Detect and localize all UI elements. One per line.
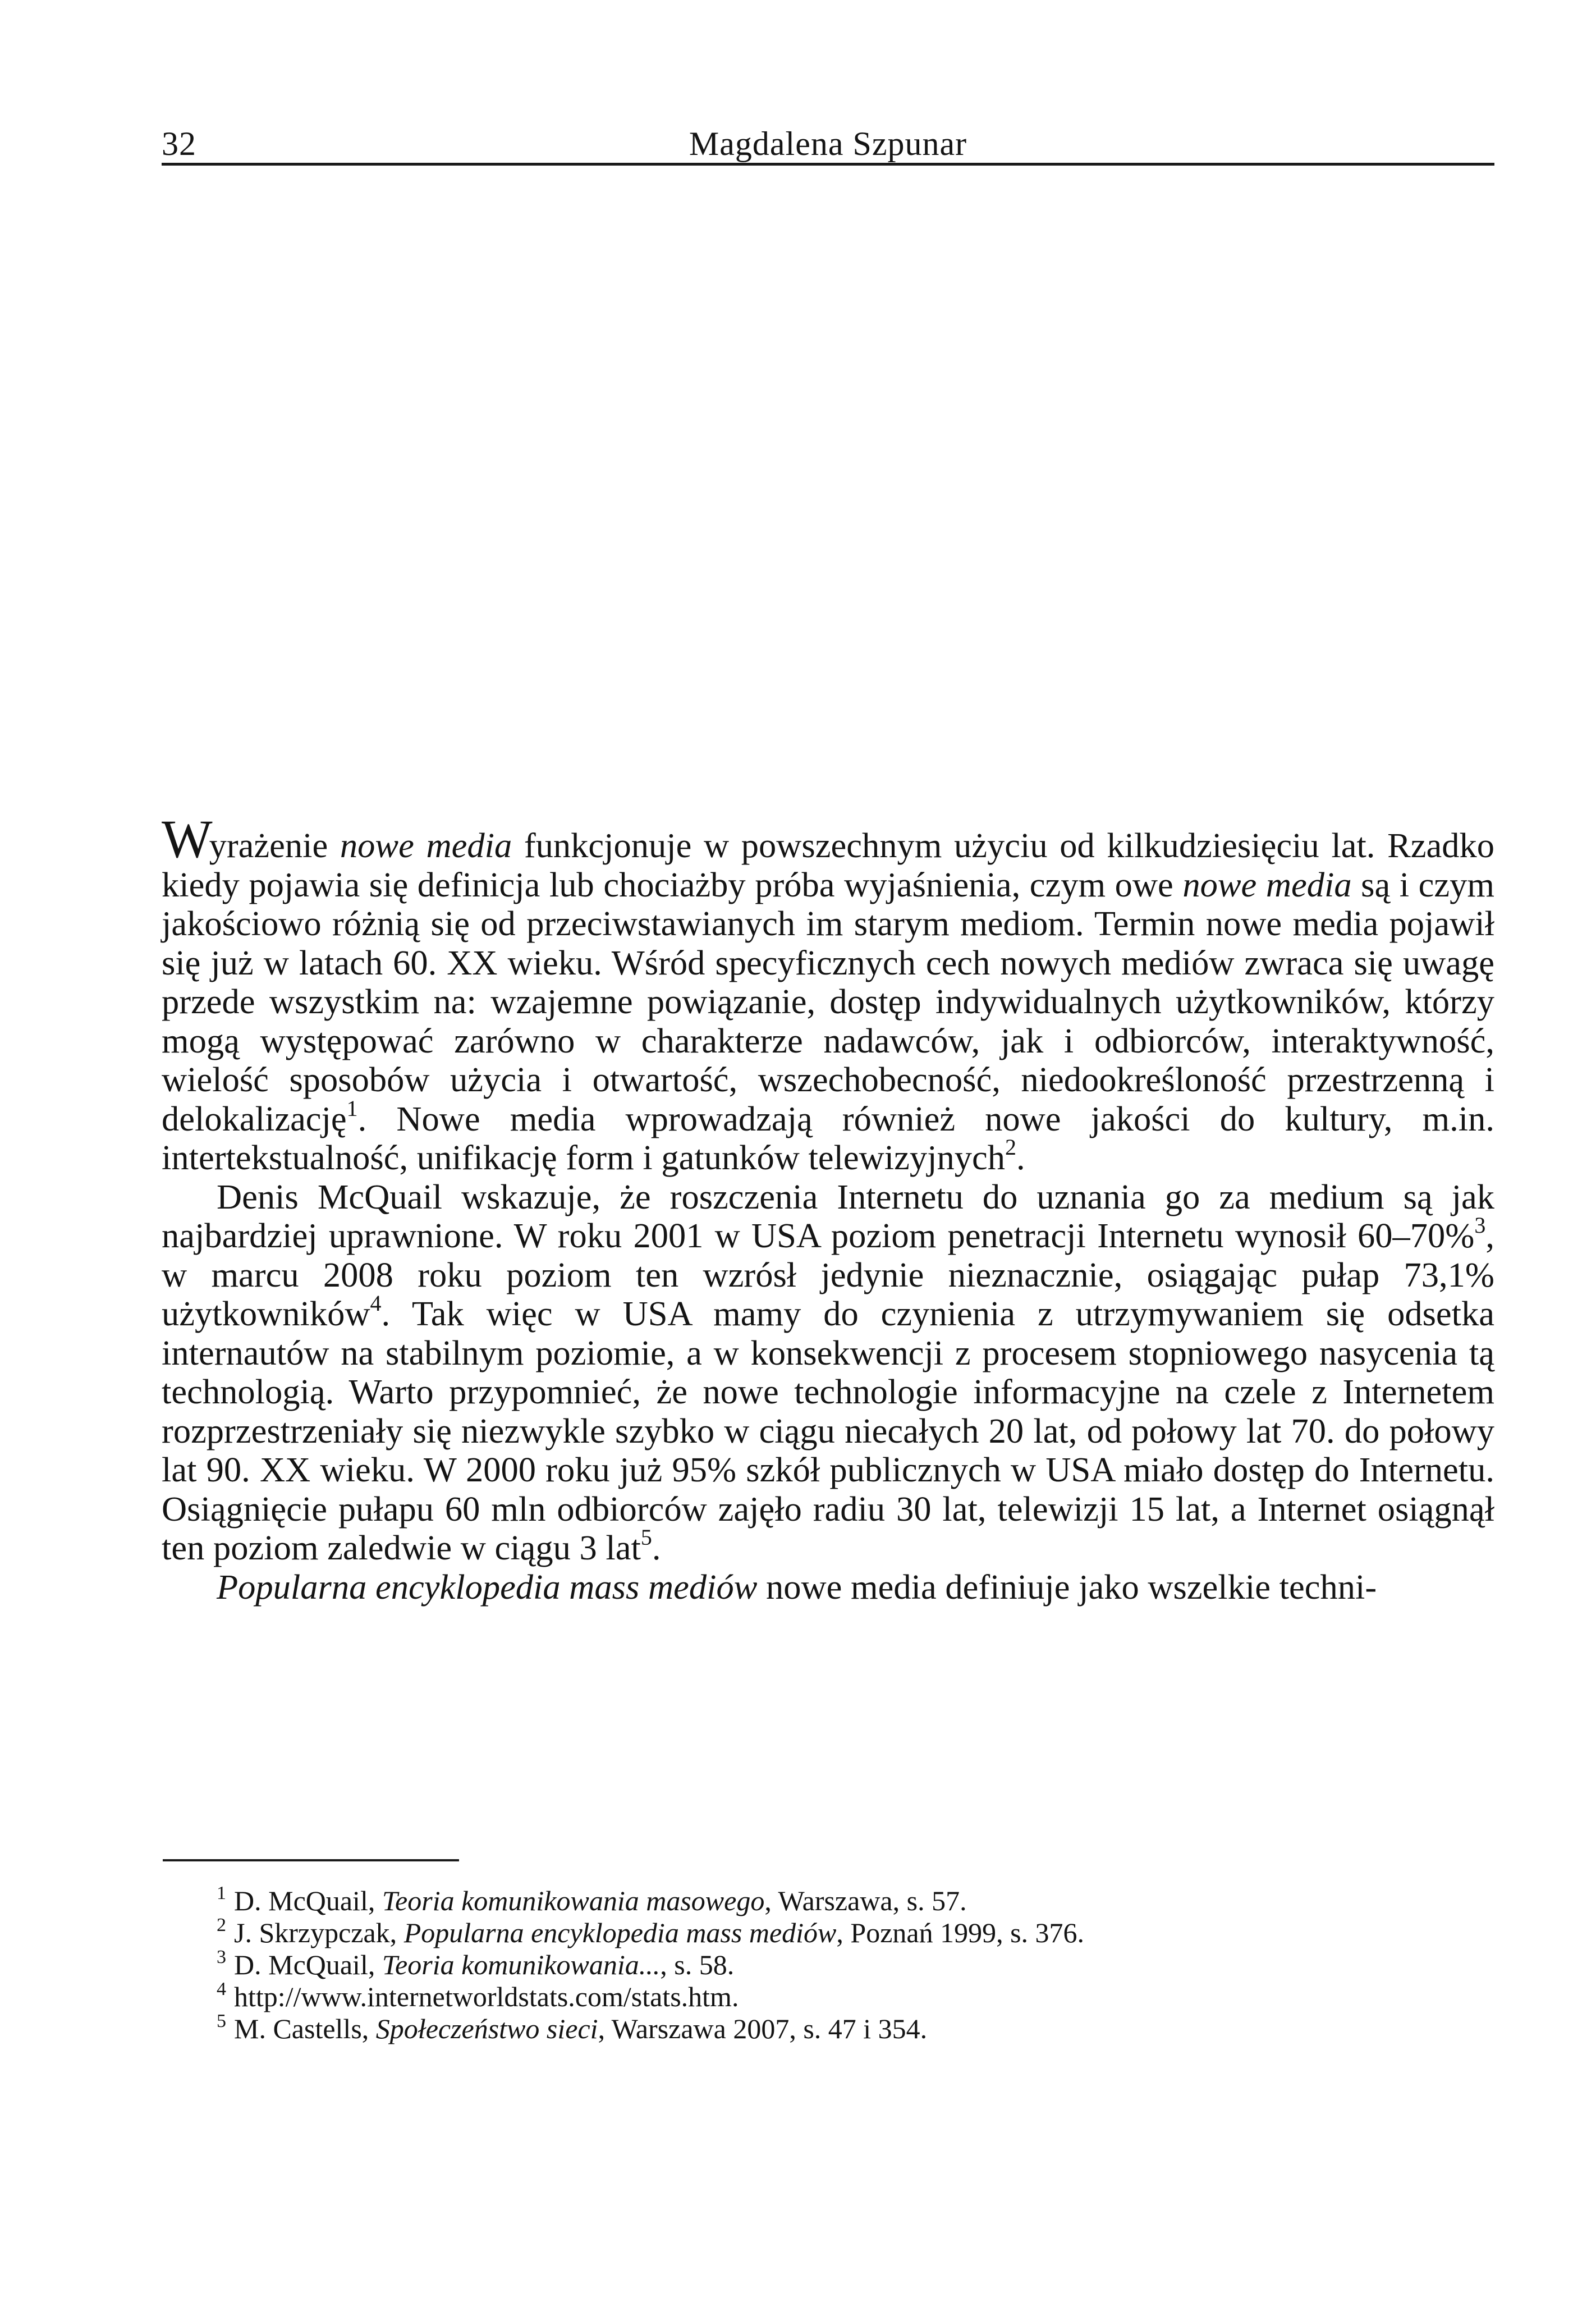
footnote-text: J. Skrzypczak, (234, 1917, 404, 1948)
text-run: . (652, 1528, 661, 1567)
page-number: 32 (162, 125, 196, 162)
text-run: . (1016, 1138, 1025, 1177)
footnote-title: Popularna encyklopedia mass mediów (403, 1917, 837, 1948)
footnote (162, 1885, 1494, 1917)
footnote-text: , s. 58. (660, 1949, 735, 1980)
footnote-ref-2: 2 (1005, 1134, 1017, 1160)
footnote-number: 5 (217, 2011, 226, 2031)
footnote-number: 3 (217, 1947, 226, 1967)
footnote-text: , Warszawa 2007, s. 47 i 354. (598, 2013, 928, 2044)
footnote-title: Społeczeństwo sieci (375, 2013, 598, 2044)
footnote-text: D. McQuail, (234, 1885, 382, 1916)
italic-term: nowe media (1182, 864, 1352, 904)
text-run: są i czym jakościowo różnią się od przeciwstawianych im starym mediom. Termin nowe media pojawił się już w latach 60. XX wieku. Wśród specyficznych cech nowych mediów zwraca się uwagę przede wszystkim na: wzajemne powiązanie, dostęp indywidualnych użytkowników, którzy mogą występować zarówno w charakterze nadawców, jak i odbiorców, interaktywność, wielość sposobów użycia i otwartość, wszechobecność, niedookreśloność przestrzenną i delokalizację (162, 864, 1494, 1138)
italic-title: Popularna encyklopedia mass mediów (217, 1567, 758, 1607)
paragraph-3 (162, 1568, 1494, 1607)
running-head-author: Magdalena Szpunar (689, 125, 967, 162)
text-run: . Nowe media wprowadzają również nowe jakości do kultury, m.in. intertekstualność, unifikację form i gatunków telewizyjnych (162, 1099, 1494, 1177)
footnote-number: 1 (217, 1883, 226, 1904)
footnotes (162, 1885, 1494, 2045)
footnote-number: 4 (217, 1979, 226, 1999)
footnote-separator (163, 1859, 459, 1861)
text-run: funkcjonuje w powszechnym użyciu od kilkudziesięciu lat. Rzadko kiedy pojawia się definicja lub chociażby próba wyjaśnienia, czym owe (162, 826, 1494, 904)
footnote-number: 2 (217, 1915, 226, 1935)
paragraph-2 (162, 1178, 1494, 1568)
footnote-text: , Poznań 1999, s. 376. (836, 1917, 1085, 1948)
footnote (162, 1949, 1494, 1981)
footnote-title: Teoria komunikowania masowego (382, 1885, 765, 1916)
footnote-text: M. Castells, (234, 2013, 376, 2044)
footnote-text: D. McQuail, (234, 1949, 382, 1980)
drop-initial: W (162, 809, 213, 869)
footnote-text: , Warszawa, s. 57. (764, 1885, 967, 1916)
text-run: . Tak więc w USA mamy do czynienia z utrzymywaniem się odsetka internautów na stabilnym poziomie, a w konsekwencji z procesem stopniowego nasycenia tą technologią. Warto przypomnieć, że nowe technologie informacyjne na czele z Internetem rozprzestrzeniały się niezwykle szybko w ciągu niecałych 20 lat, od połowy lat 70. do połowy lat 90. XX wieku. W 2000 roku już 95% szkół publicznych w USA miało dostęp do Internetu. Osiągnięcie pułapu 60 mln odbiorców zajęło radiu 30 lat, telewizji 15 lat, a Internet osiągnął ten poziom zaledwie w ciągu 3 lat (162, 1294, 1494, 1567)
footnote-ref-5: 5 (640, 1525, 652, 1550)
paragraph-1 (162, 809, 1494, 1178)
text-run: yrażenie (209, 826, 340, 865)
italic-term: nowe media (340, 826, 512, 865)
footnote-title: Teoria komunikowania... (382, 1949, 661, 1980)
text-run: , w marcu 2008 roku poziom ten wzrósł jedynie nieznacznie, osiągając pułap 73,1% użytkowników (162, 1216, 1494, 1333)
main-text (162, 809, 1494, 1607)
footnote-ref-1: 1 (346, 1095, 358, 1121)
footnote-text: http://www.internetworldstats.com/stats.htm. (234, 1981, 739, 2012)
text-run: Denis McQuail wskazuje, że roszczenia Internetu do uznania go za medium są jak najbardziej uprawnione. W roku 2001 w USA poziom penetracji Internetu wynosił 60–70% (162, 1177, 1494, 1255)
text-run: nowe media definiuje jako wszelkie techni- (757, 1567, 1377, 1607)
footnote-ref-4: 4 (370, 1291, 382, 1316)
footnote (162, 1981, 1494, 2013)
footnote (162, 1917, 1494, 1949)
running-head (162, 122, 1494, 166)
footnote (162, 2013, 1494, 2045)
footnote-ref-3: 3 (1474, 1212, 1486, 1238)
